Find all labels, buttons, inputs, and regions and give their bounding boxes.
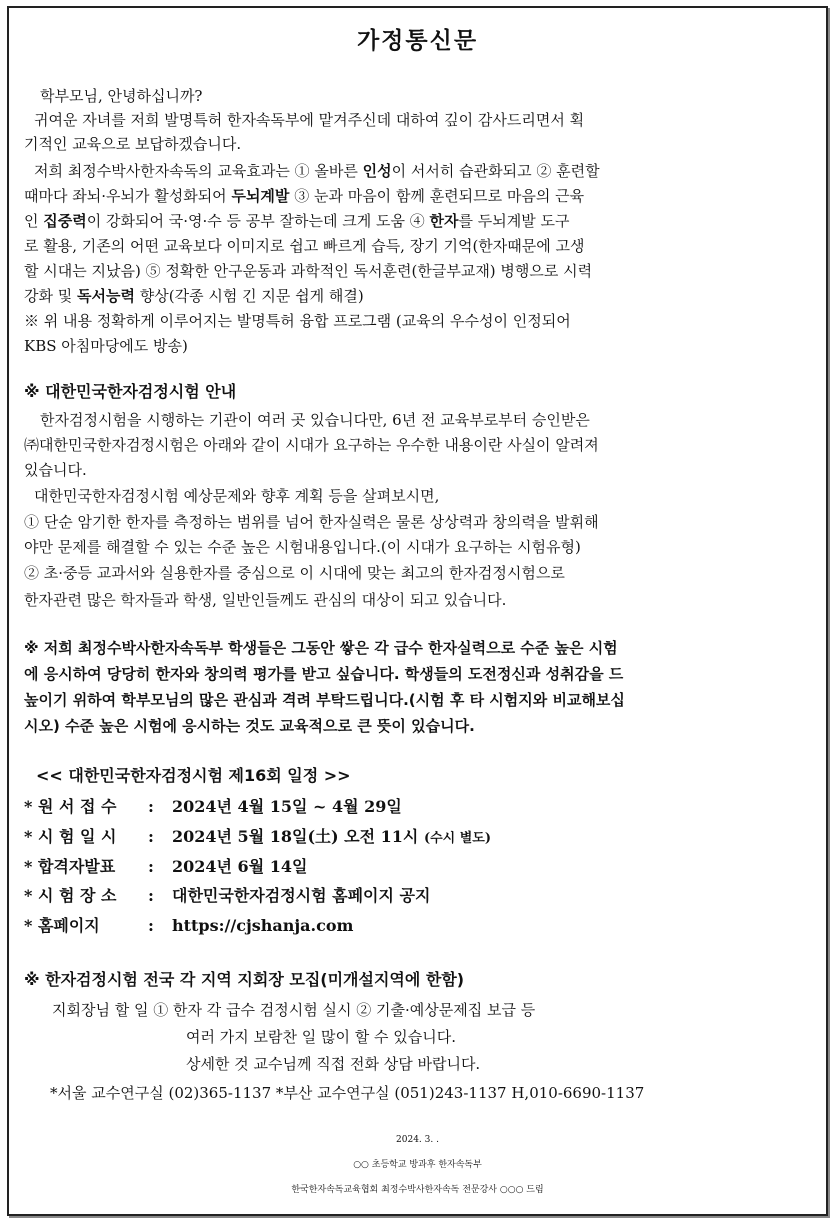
recruit-line: 지회장님 할 일 ① 한자 각 급수 검정시험 실시 ② 기출·예상문제집 보급 등: [52, 1001, 536, 1019]
schedule-heading: << 대한민국한자검정시험 제16회 일정 >>: [36, 766, 351, 785]
schedule-row: * 시 험 장 소 : 대한민국한자검정시험 홈페이지 공지: [24, 886, 431, 905]
effects-note: KBS 아침마당에도 방송): [24, 337, 188, 355]
schedule-label: * 시 험 장 소: [24, 886, 117, 905]
effects-line: 때마다 좌뇌·우뇌가 활성화되어 두뇌계발 ③ 눈과 마음이 함께 훈련되므로 마음의 근육: [24, 187, 585, 205]
intro-line: 기적인 교육으로 보답하겠습니다.: [24, 135, 242, 153]
keyword-hanja: 한자: [429, 212, 459, 230]
schedule-row: * 홈페이지 : https://cjshanja.com: [24, 916, 354, 935]
schedule-row: * 합격자발표 : 2024년 6월 14일: [24, 857, 308, 876]
schedule-label: * 합격자발표: [24, 857, 116, 876]
schedule-value: 2024년 4월 15일 ~ 4월 29일: [172, 797, 402, 816]
schedule-label: * 시 험 일 시: [24, 827, 117, 846]
students-line: 시오) 수준 높은 시험에 응시하는 것도 교육적으로 큰 뜻이 있습니다.: [24, 717, 475, 735]
effects-note: ※ 위 내용 정확하게 이루어지는 발명특허 융합 프로그램 (교육의 우수성이 인정되어: [24, 312, 571, 330]
effects-line: 인 집중력이 강화되어 국·영·수 등 공부 잘하는데 크게 도움 ④ 한자를 두뇌계발 도구: [24, 212, 570, 230]
students-line: ※ 저희 최정수박사한자속독부 학생들은 그동안 쌓은 각 급수 한자실력으로 수준 높은 시험: [24, 639, 618, 657]
school-name: ○○ 초등학교 방과후 한자속독부: [353, 1160, 482, 1170]
keyword-brain: 두뇌계발: [231, 187, 290, 205]
letter-date: 2024. 3. .: [396, 1135, 439, 1145]
page-title: 가정통신문: [356, 27, 479, 54]
schedule-value: 2024년 5월 18일(土) 오전 11시: [172, 827, 419, 846]
exam-intro-line: 있습니다.: [24, 461, 87, 479]
schedule-value: 대한민국한자검정시험 홈페이지 공지: [172, 886, 431, 905]
schedule-label: * 원 서 접 수: [24, 797, 117, 816]
greeting: 학부모님, 안녕하십니까?: [40, 87, 203, 105]
recruit-line: 여러 가지 보람찬 일 많이 할 수 있습니다.: [186, 1028, 456, 1046]
recruit-line: 상세한 것 교수님께 직접 전화 상담 바랍니다.: [186, 1055, 481, 1073]
keyword-focus: 집중력: [43, 212, 87, 230]
recruit-heading: ※ 한자검정시험 전국 각 지역 지회장 모집(미개설지역에 한함): [24, 970, 465, 989]
exam-intro-line: 야만 문제를 해결할 수 있는 수준 높은 시험내용입니다.(이 시대가 요구하는 시험유형): [24, 538, 581, 556]
effects-line: 강화 및 독서능력 향상(각종 시험 긴 지문 쉽게 해결): [24, 287, 364, 305]
exam-intro-line: 한자관련 많은 학자들과 학생, 일반인들께도 관심의 대상이 되고 있습니다.: [24, 591, 507, 609]
exam-intro-line: ① 단순 암기한 한자를 측정하는 범위를 넘어 한자실력은 물론 상상력과 창의력을 발휘해: [24, 513, 599, 531]
contact-line: *서울 교수연구실 (02)365-1137 *부산 교수연구실 (051)243-1137 H,010-6690-1137: [50, 1084, 645, 1102]
schedule-row: * 원 서 접 수 : 2024년 4월 15일 ~ 4월 29일: [24, 797, 402, 816]
schedule-value: 2024년 6월 14일: [172, 857, 308, 876]
exam-intro-line: ㈜대한민국한자검정시험은 아래와 같이 시대가 요구하는 우수한 내용이란 사실이 알려져: [24, 436, 599, 454]
schedule-note: (수시 별도): [423, 831, 491, 846]
exam-intro-heading: ※ 대한민국한자검정시험 안내: [24, 382, 237, 401]
students-line: 에 응시하여 당당히 한자와 창의력 평가를 받고 싶습니다. 학생들의 도전정신과 성취감을 드: [24, 665, 624, 683]
sender-signature: 한국한자속독교육협회 최정수박사한자속독 전문강사 ○○○ 드림: [291, 1185, 544, 1195]
exam-intro-line: 한자검정시험을 시행하는 기관이 여러 곳 있습니다만, 6년 전 교육부로부터 승인받은: [40, 411, 590, 429]
intro-line: 귀여운 자녀를 저희 발명특허 한자속독부에 맡겨주신데 대하여 깊이 감사드리면서 획: [34, 111, 585, 129]
keyword-character: 인성: [362, 162, 392, 180]
effects-line: 할 시대는 지났음) ⑤ 정확한 안구운동과 과학적인 독서훈련(한글부교재) 병행으로 시력: [24, 262, 593, 280]
schedule-label: * 홈페이지: [24, 916, 100, 935]
students-line: 높이기 위하여 학부모님의 많은 관심과 격려 부탁드립니다.(시험 후 타 시험지와 비교해보십: [24, 691, 625, 709]
effects-line: 로 활용, 기존의 어떤 교육보다 이미지로 쉽고 빠르게 습득, 장기 기억(한자때문에 고생: [24, 237, 585, 255]
exam-intro-line: 대한민국한자검정시험 예상문제와 향후 계획 등을 살펴보시면,: [34, 487, 440, 505]
exam-intro-line: ② 초·중등 교과서와 실용한자를 중심으로 이 시대에 맞는 최고의 한자검정시험으로: [24, 564, 565, 582]
homepage-link[interactable]: https://cjshanja.com: [172, 916, 354, 935]
effects-line: 저희 최정수박사한자속독의 교육효과는 ① 올바른 인성이 서서히 습관화되고 ② 훈련할: [34, 162, 600, 180]
schedule-row: * 시 험 일 시 : 2024년 5월 18일(土) 오전 11시 (수시 별도): [24, 827, 491, 846]
keyword-reading: 독서능력: [77, 287, 135, 305]
